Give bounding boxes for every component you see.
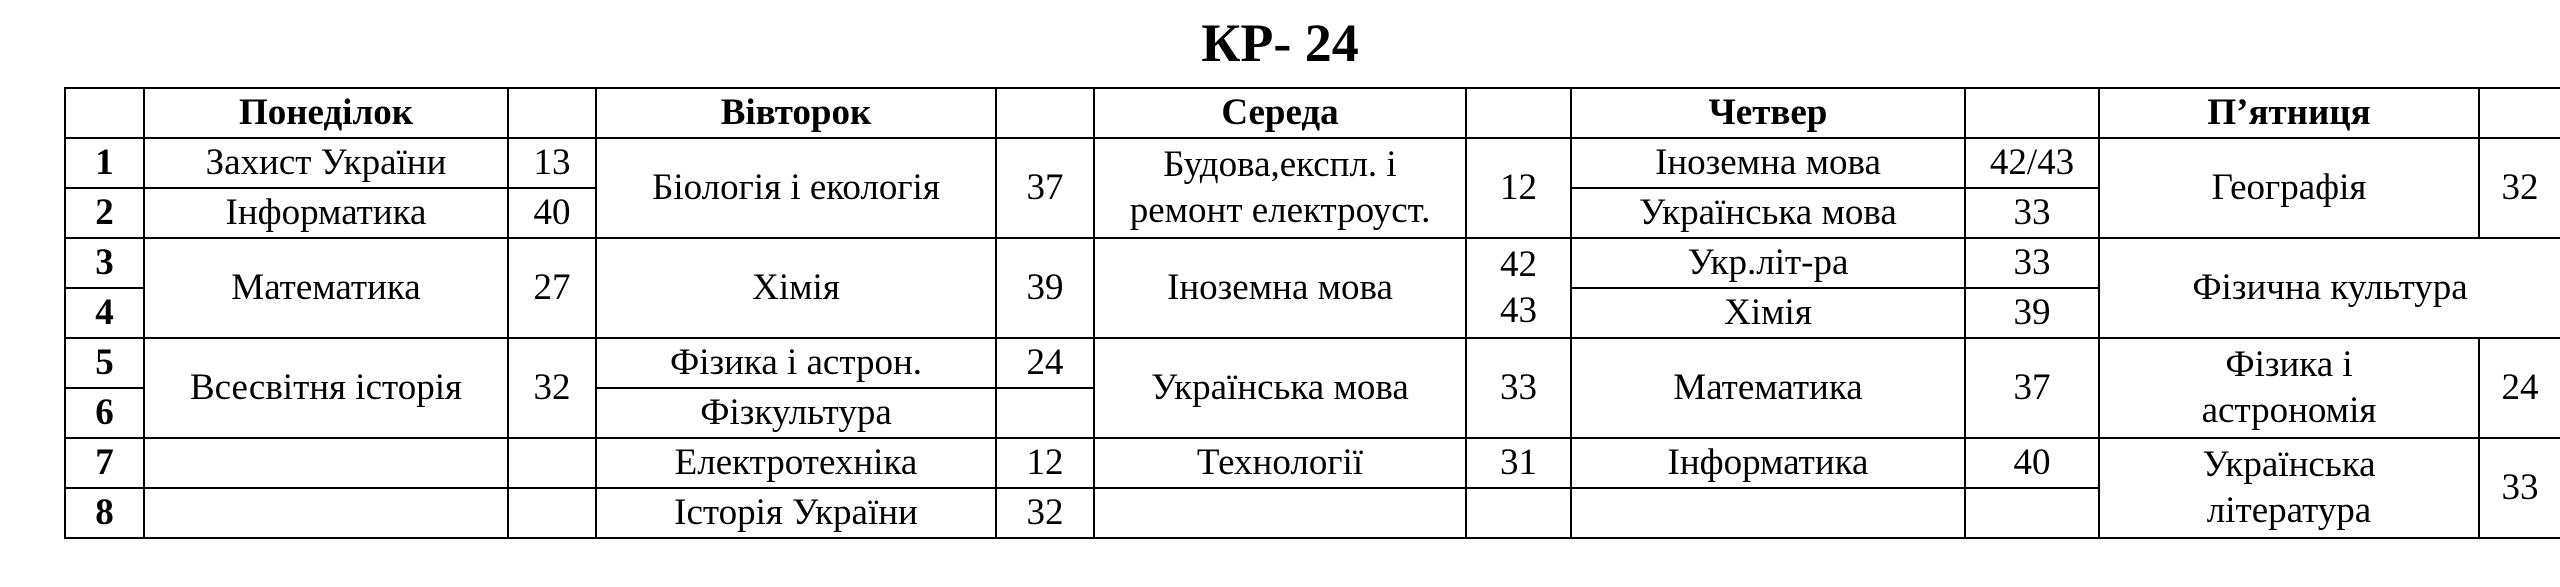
- schedule-table: [64, 87, 2560, 539]
- friday-subject-line: Українська: [2202, 444, 2376, 485]
- wednesday-room-3-4: [1466, 238, 1571, 338]
- thursday-room-7: 40: [1965, 438, 2099, 488]
- wednesday-subject-8: [1094, 488, 1466, 538]
- wednesday-subject-line: ремонт електроуст.: [1129, 190, 1431, 231]
- wednesday-subject-3-4: Іноземна мова: [1094, 238, 1466, 338]
- tuesday-subject-1-2: Біологія і екологія: [596, 138, 996, 238]
- wednesday-subject-5-6: Українська мова: [1094, 338, 1466, 438]
- thursday-room-4: 39: [1965, 288, 2099, 338]
- friday-room-1-2: 32: [2479, 138, 2560, 238]
- lesson-number: 6: [65, 388, 144, 438]
- monday-subject-2: Інформатика: [144, 188, 508, 238]
- friday-subject-7-8: [2099, 438, 2479, 538]
- lesson-number: 2: [65, 188, 144, 238]
- thursday-subject-2: Українська мова: [1571, 188, 1965, 238]
- friday-subject-5-6: [2099, 338, 2479, 438]
- monday-room-7: [508, 438, 596, 488]
- table-row: [65, 338, 2560, 388]
- friday-subject-line: Фізика і: [2225, 344, 2353, 385]
- monday-room-3-4: 27: [508, 238, 596, 338]
- monday-room-2: 40: [508, 188, 596, 238]
- header-room-cell: [1466, 88, 1571, 138]
- monday-room-8: [508, 488, 596, 538]
- thursday-subject-4: Хімія: [1571, 288, 1965, 338]
- monday-subject-5-6: Всесвітня історія: [144, 338, 508, 438]
- tuesday-subject-7: Електротехніка: [596, 438, 996, 488]
- wednesday-room-1-2: 12: [1466, 138, 1571, 238]
- table-row: [65, 438, 2560, 488]
- header-wednesday: Середа: [1094, 88, 1466, 138]
- tuesday-room-5: 24: [996, 338, 1094, 388]
- thursday-subject-8: [1571, 488, 1965, 538]
- thursday-subject-3: Укр.літ-ра: [1571, 238, 1965, 288]
- wednesday-room-7: 31: [1466, 438, 1571, 488]
- thursday-room-8: [1965, 488, 2099, 538]
- wednesday-subject-7: Технології: [1094, 438, 1466, 488]
- tuesday-room-7: 12: [996, 438, 1094, 488]
- thursday-subject-5-6: Математика: [1571, 338, 1965, 438]
- friday-subject-1-2: Географія: [2099, 138, 2479, 238]
- tuesday-room-1-2: 37: [996, 138, 1094, 238]
- wednesday-room-a: 42: [1500, 244, 1537, 285]
- monday-subject-3-4: Математика: [144, 238, 508, 338]
- lesson-number: 1: [65, 138, 144, 188]
- wednesday-subject-1-2: [1094, 138, 1466, 238]
- lesson-number: 8: [65, 488, 144, 538]
- wednesday-room-5-6: 33: [1466, 338, 1571, 438]
- header-friday: П’ятниця: [2099, 88, 2479, 138]
- header-room-cell: [1965, 88, 2099, 138]
- thursday-room-1: 42/43: [1965, 138, 2099, 188]
- header-room-cell: [2479, 88, 2560, 138]
- friday-subject-3-4: Фізична культура: [2099, 238, 2560, 338]
- tuesday-room-6: [996, 388, 1094, 438]
- header-row: [65, 88, 2560, 138]
- lesson-number: 7: [65, 438, 144, 488]
- page-title: КР- 24: [1201, 13, 1359, 73]
- tuesday-subject-8: Історія України: [596, 488, 996, 538]
- tuesday-room-3-4: 39: [996, 238, 1094, 338]
- friday-subject-line: астрономія: [2201, 390, 2377, 431]
- thursday-subject-1: Іноземна мова: [1571, 138, 1965, 188]
- table-row: [65, 238, 2560, 288]
- lesson-number: 4: [65, 288, 144, 338]
- tuesday-subject-3-4: Хімія: [596, 238, 996, 338]
- header-monday: Понеділок: [144, 88, 508, 138]
- friday-subject-line: література: [2206, 490, 2372, 531]
- wednesday-room-8: [1466, 488, 1571, 538]
- wednesday-subject-line: Будова,експл. і: [1163, 144, 1397, 185]
- thursday-subject-7: Інформатика: [1571, 438, 1965, 488]
- header-tuesday: Вівторок: [596, 88, 996, 138]
- header-thursday: Четвер: [1571, 88, 1965, 138]
- thursday-room-5-6: 37: [1965, 338, 2099, 438]
- tuesday-subject-5: Фізика і астрон.: [596, 338, 996, 388]
- monday-subject-7: [144, 438, 508, 488]
- friday-room-5-6: 24: [2479, 338, 2560, 438]
- monday-room-5-6: 32: [508, 338, 596, 438]
- tuesday-room-8: 32: [996, 488, 1094, 538]
- lesson-number: 5: [65, 338, 144, 388]
- lesson-number: 3: [65, 238, 144, 288]
- thursday-room-2: 33: [1965, 188, 2099, 238]
- friday-room-7-8: 33: [2479, 438, 2560, 538]
- monday-subject-8: [144, 488, 508, 538]
- thursday-room-3: 33: [1965, 238, 2099, 288]
- header-room-cell: [996, 88, 1094, 138]
- header-room-cell: [508, 88, 596, 138]
- table-row: [65, 138, 2560, 188]
- tuesday-subject-6: Фізкультура: [596, 388, 996, 438]
- monday-subject-1: Захист України: [144, 138, 508, 188]
- monday-room-1: 13: [508, 138, 596, 188]
- wednesday-room-b: 43: [1500, 290, 1537, 331]
- header-corner-cell: [65, 88, 144, 138]
